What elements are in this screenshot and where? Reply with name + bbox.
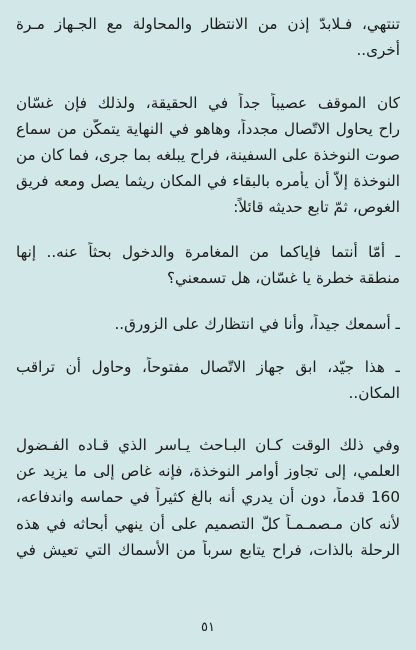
page-number: ٥١ — [201, 620, 215, 635]
text-line: ـ هذا جيّد، ابق جهاز الاتّصال مفتوحاً، وحاول أن تراقب — [16, 358, 400, 376]
text-line: كان الموقف عصيباً جداً في الحقيقة، ولذلك فإن غسّان — [16, 94, 400, 112]
text-line: ـ أسمعك جيداً، وأنا في انتظارك على الزورق.. — [114, 315, 400, 333]
text-line: لأنه كان مـصمـمـاً كلّ التصميم على أن ينهي أبحاثه في هذه — [16, 515, 400, 533]
text-line: النوخذة إلاّ أن يأمره بالبقاء في المكان ريثما يصل ومعه فريق — [16, 172, 400, 190]
text-line: أخرى.. — [356, 41, 400, 59]
text-line: المكان.. — [348, 384, 400, 402]
text-line: راح يحاول الاتّصال مجدداً، وهاهو في النهاية يتمكّن من سماع — [16, 120, 400, 138]
text-line: ـ أمّا أنتما فإياكما من المغامرة والدخول بحثاً عنه.. إنها — [16, 243, 400, 261]
text-line: 160 قدماً، دون أن يدري أنه بالغ كثيراً في حماسه واندفاعه، — [16, 488, 400, 506]
text-line: تنتهي، فـلابدّ إذن من الانتظار والمحاولة مع الجـهاز مـرة — [16, 15, 400, 33]
text-line: الغوص، ثمّ تابع حديثه قائلاً: — [233, 198, 400, 216]
text-line: وفي ذلك الوقت كـان البـاحث يـاسر الذي قـاده الفـضول — [16, 436, 400, 454]
text-line: صوت النوخذة على السفينة، فراح يبلغه بما جرى، فما كان من — [16, 146, 400, 164]
text-line: منطقة خطرة يا غسّان، هل تسمعني؟ — [166, 269, 400, 287]
text-line: الرحلة بالذات، فراح يتابع سرباً من الأسماك التي تعيش في — [16, 541, 400, 559]
text-line: العلمي، إلى تجاوز أوامر النوخذة، فإنه غاص إلى ما يزيد عن — [16, 462, 400, 480]
